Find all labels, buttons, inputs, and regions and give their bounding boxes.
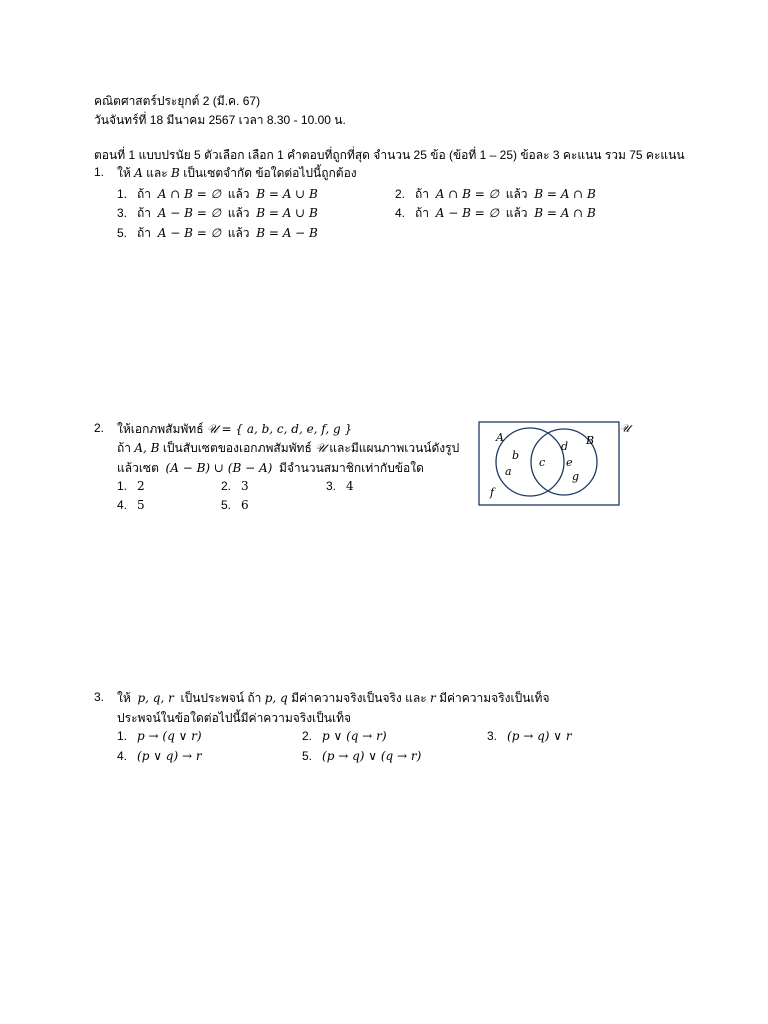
q2-choice-5: 5. 6 (221, 498, 249, 512)
question-1-stem: ให้ A และ B เป็นเซตจำกัด ข้อใดต่อไปนี้ถูกต้อง (117, 166, 357, 180)
q2-choice-1: 1. 2 (117, 479, 145, 493)
q1-choice-1: 1. ถ้า A ∩ B = ∅ แล้ว B = A ∪ B (117, 187, 318, 201)
question-1-number: 1. (94, 165, 105, 179)
element-a: a (505, 465, 512, 478)
set-b-label: B (586, 434, 595, 447)
question-3-number: 3. (94, 690, 105, 704)
q2-choice-4: 4. 5 (117, 498, 145, 512)
q2-choice-2: 2. 3 (221, 479, 249, 493)
q3-choice-4: 4. (p ∨ q) → r (117, 749, 202, 763)
question-3-line-2: ประพจน์ในข้อใดต่อไปนี้มีค่าความจริงเป็นเท็จ (117, 711, 352, 725)
question-2-line-1: ให้เอกภพสัมพัทธ์ 𝒰 = { a, b, c, d, e, f, g } (117, 422, 353, 436)
section-instructions: ตอนที่ 1 แบบปรนัย 5 ตัวเลือก เลือก 1 คำตอบที่ถูกที่สุด จำนวน 25 ข้อ (ข้อที่ 1 – 25) ข้อละ 3 คะแนน รวม 75 คะแนน (94, 148, 685, 162)
question-3-line-1: ให้ p, q, r เป็นประพจน์ ถ้า p, q มีค่าความจริงเป็นจริง และ r มีค่าความจริงเป็นเท็จ (117, 691, 550, 705)
universe-label: 𝒰 (620, 422, 630, 435)
exam-date: วันจันทร์ที่ 18 มีนาคม 2567 เวลา 8.30 - 10.00 น. (94, 113, 346, 127)
exam-title: คณิตศาสตร์ประยุกต์ 2 (มี.ค. 67) (94, 94, 261, 108)
set-a-circle (496, 428, 564, 496)
element-f: f (490, 486, 495, 499)
question-2-number: 2. (94, 421, 105, 435)
venn-diagram (478, 421, 636, 507)
q1-choice-4: 4. ถ้า A − B = ∅ แล้ว B = A ∩ B (395, 206, 596, 220)
question-2-line-3: แล้วเซต (A − B) ∪ (B − A) มีจำนวนสมาชิกเท่ากับข้อใด (117, 461, 424, 475)
element-b: b (512, 449, 520, 462)
q1-choice-2: 2. ถ้า A ∩ B = ∅ แล้ว B = A ∩ B (395, 187, 596, 201)
element-e: e (566, 456, 573, 469)
element-c: c (539, 456, 546, 469)
q3-choice-2: 2. p ∨ (q → r) (302, 729, 387, 743)
q2-choice-3: 3. 4 (326, 479, 354, 493)
q3-choice-1: 1. p → (q ∨ r) (117, 729, 202, 743)
q1-choice-3: 3. ถ้า A − B = ∅ แล้ว B = A ∪ B (117, 206, 318, 220)
q3-choice-3: 3. (p → q) ∨ r (487, 729, 572, 743)
element-g: g (572, 470, 580, 483)
question-2-line-2: ถ้า A, B เป็นสับเซตของเอกภพสัมพัทธ์ 𝒰 และมีแผนภาพเวนน์ดังรูป (117, 441, 460, 455)
q3-choice-5: 5. (p → q) ∨ (q → r) (302, 749, 422, 763)
q1-choice-5: 5. ถ้า A − B = ∅ แล้ว B = A − B (117, 226, 318, 240)
set-a-label: A (496, 431, 504, 444)
element-d: d (561, 440, 569, 453)
